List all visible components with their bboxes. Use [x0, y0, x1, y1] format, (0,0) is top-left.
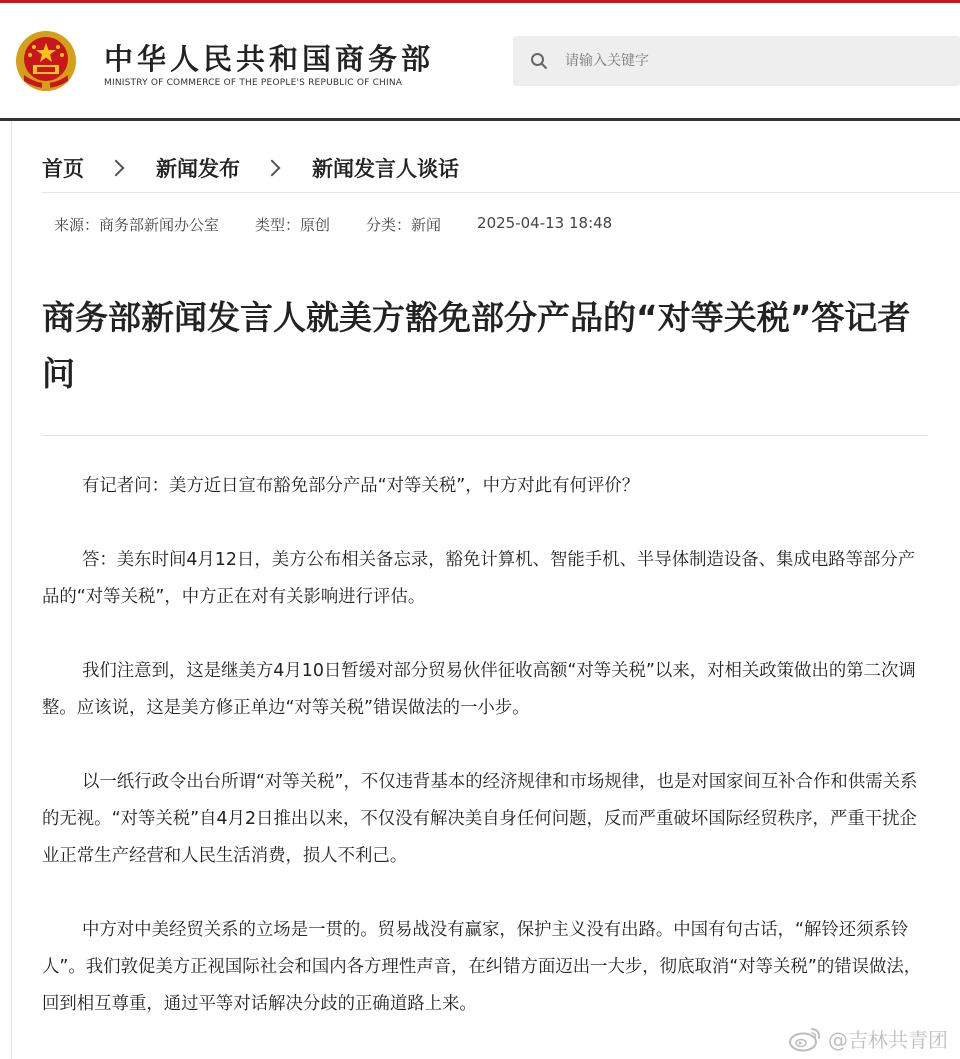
- article-paragraph: 我们注意到，这是继美方4月10日暂缓对部分贸易伙伴征收高额“对等关税”以来，对相关政策做出的第二次调整。应该说，这是美方修正单边“对等关税”错误做法的一小步。: [42, 661, 916, 718]
- ministry-name-en: MINISTRY OF COMMERCE OF THE PEOPLE'S REPUBLIC OF CHINA: [104, 78, 403, 88]
- search-input[interactable]: [565, 36, 945, 86]
- content-left-border: [11, 121, 12, 1059]
- watermark: [788, 1024, 948, 1053]
- meta-category: 分类：新闻: [366, 216, 442, 234]
- article-paragraph: 以一纸行政令出台所谓“对等关税”，不仅违背基本的经济规律和市场规律，也是对国家间互补合作和供需关系的无视。“对等关税”自4月2日推出以来，不仅没有解决美自身任何问题，反而严重破坏国际经贸秩序，严重干扰企业正常生产经营和人民生活消费，损人不利己。: [42, 772, 918, 866]
- meta-source: 来源：商务部新闻办公室: [54, 216, 220, 234]
- article-paragraph: 有记者问：美方近日宣布豁免部分产品“对等关税”，中方对此有何评价？: [82, 476, 640, 496]
- meta-datetime: 2025-04-13 18:48: [477, 214, 613, 232]
- chevron-right-icon: [108, 160, 125, 177]
- weibo-icon: [788, 1026, 822, 1052]
- meta-type: 类型：原创: [255, 216, 331, 234]
- national-emblem-icon[interactable]: [14, 29, 78, 95]
- breadcrumb-divider: [42, 192, 960, 193]
- breadcrumb-spokesperson-link[interactable]: 新闻发言人谈话: [312, 157, 459, 181]
- ministry-name-cn: 中华人民共和国商务部: [104, 42, 435, 76]
- breadcrumb-news-release-link[interactable]: 新闻发布: [156, 157, 240, 181]
- title-divider: [42, 435, 928, 436]
- article-meta: [54, 214, 648, 235]
- article-body: [42, 468, 932, 1059]
- breadcrumb-home-link[interactable]: 首页: [42, 157, 84, 181]
- article-paragraph: 答：美东时间4月12日，美方公布相关备忘录，豁免计算机、智能手机、半导体制造设备、集成电路等部分产品的“对等关税”，中方正在对有关影响进行评估。: [42, 550, 916, 607]
- header-divider: [0, 118, 960, 121]
- chevron-right-icon: [264, 160, 281, 177]
- breadcrumb: [42, 152, 459, 184]
- site-header: [0, 3, 960, 118]
- article-title: 商务部新闻发言人就美方豁免部分产品的“对等关税”答记者问: [42, 298, 911, 393]
- watermark-text: @吉林共青团: [828, 1028, 948, 1052]
- article-paragraph: 中方对中美经贸关系的立场是一贯的。贸易战没有赢家，保护主义没有出路。中国有句古话，“解铃还须系铃人”。我们敦促美方正视国际社会和国内各方理性声音，在纠错方面迈出一大步，彻底取消“对等关税”的错误做法，回到相互尊重，通过平等对话解决分歧的正确道路上来。: [42, 920, 922, 1014]
- search-icon[interactable]: [530, 52, 548, 70]
- search-box[interactable]: [513, 36, 960, 86]
